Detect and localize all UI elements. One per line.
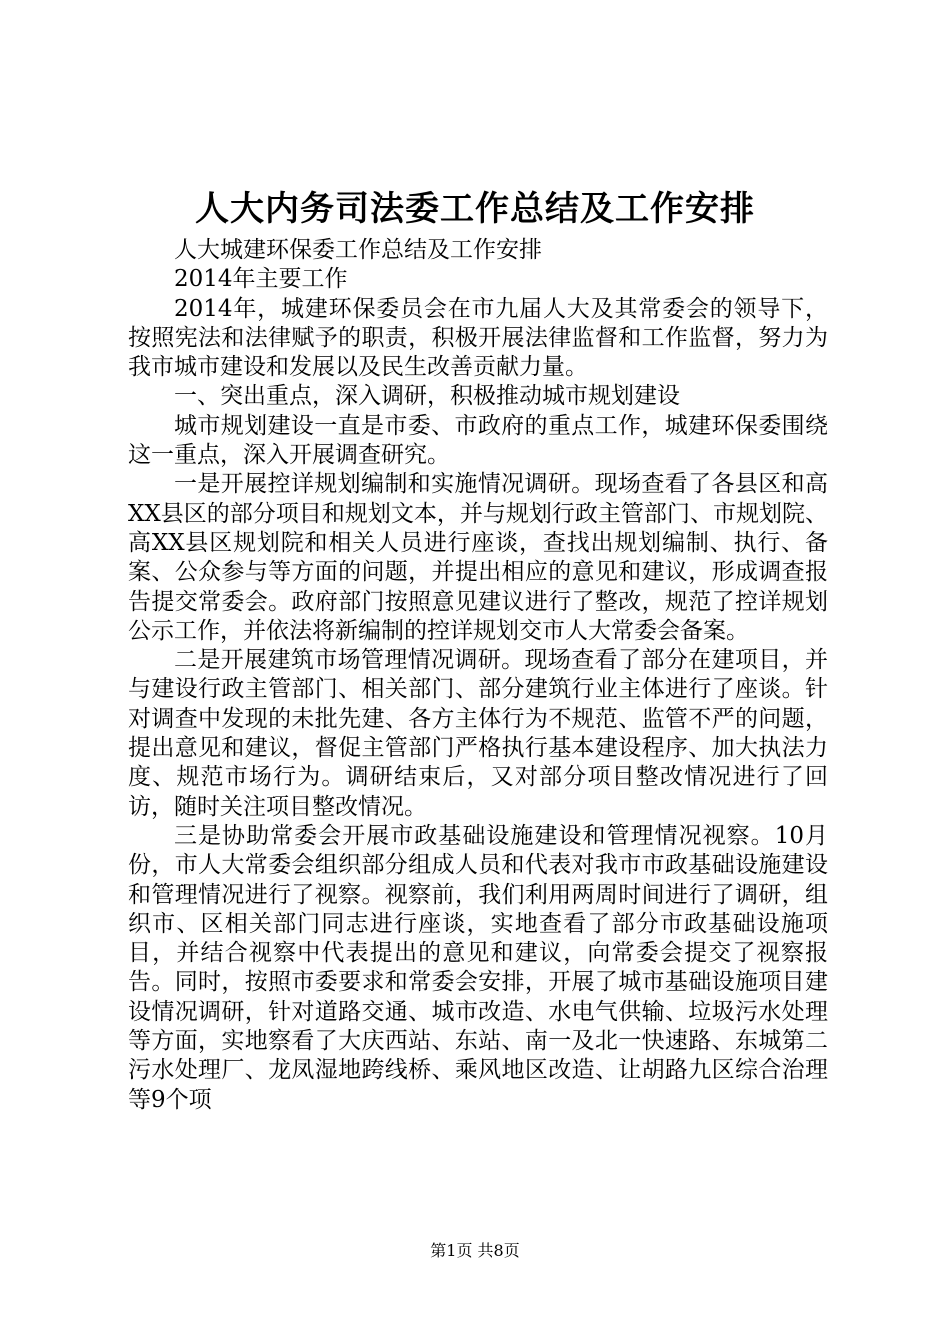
document-body xyxy=(128,236,828,1115)
paragraph-intro: 2014年，城建环保委员会在市九届人大及其常委会的领导下，按照宪法和法律赋予的职责，积极开展法律监督和工作监督，努力为我市城市建设和发展以及民生改善贡献力量。 xyxy=(128,295,828,381)
paragraph-subtitle: 人大城建环保委工作总结及工作安排 xyxy=(174,237,542,263)
paragraph-heading-one: 一、突出重点，深入调研，积极推动城市规划建设 xyxy=(174,383,680,410)
paragraph-item-three: 三是协助常委会开展市政基础设施建设和管理情况视察。10月份，市人大常委会组织部分组成人员和代表对我市市政基础设施建设和管理情况进行了视察。视察前，我们利用两周时间进行了调研，组织市、区相关部门同志进行座谈，实地查看了部分市政基础设施项目，并结合视察中代表提出的意见和建议，向常委会提交了视察报告。同时，按照市委要求和常委会安排，开展了城市基础设施项目建设情况调研，针对道路交通、城市改造、水电气供输、垃圾污水处理等方面，实地察看了大庆西站、东站、南一及北一快速路、东城第二污水处理厂、龙凤湿地跨线桥、乘风地区改造、让胡路九区综合治理等9个项 xyxy=(128,822,828,1113)
paragraph-planning: 城市规划建设一直是市委、市政府的重点工作，城建环保委围绕这一重点，深入开展调查研究。 xyxy=(128,412,828,469)
document-title: 人大内务司法委工作总结及工作安排 xyxy=(195,189,755,229)
paragraph-item-one: 一是开展控详规划编制和实施情况调研。现场查看了各县区和高XX县区的部分项目和规划文本，并与规划行政主管部门、市规划院、高XX县区规划院和相关人员进行座谈，查找出规划编制、执行、备案、公众参与等方面的问题，并提出相应的意见和建议，形成调查报告提交常委会。政府部门按照意见建议进行了整改，规范了控详规划公示工作，并依法将新编制的控详规划交市人大常委会备案。 xyxy=(128,471,828,644)
paragraph-item-two: 二是开展建筑市场管理情况调研。现场查看了部分在建项目，并与建设行政主管部门、相关部门、部分建筑行业主体进行了座谈。针对调查中发现的未批先建、各方主体行为不规范、监管不严的问题，提出意见和建议，督促主管部门严格执行基本建设程序、加大执法力度、规范市场行为。调研结束后，又对部分项目整改情况进行了回访，随时关注项目整改情况。 xyxy=(128,647,828,820)
paragraph-section-heading: 2014年主要工作 xyxy=(174,266,348,293)
page-number-footer: 第1页 共8页 xyxy=(430,1241,520,1260)
